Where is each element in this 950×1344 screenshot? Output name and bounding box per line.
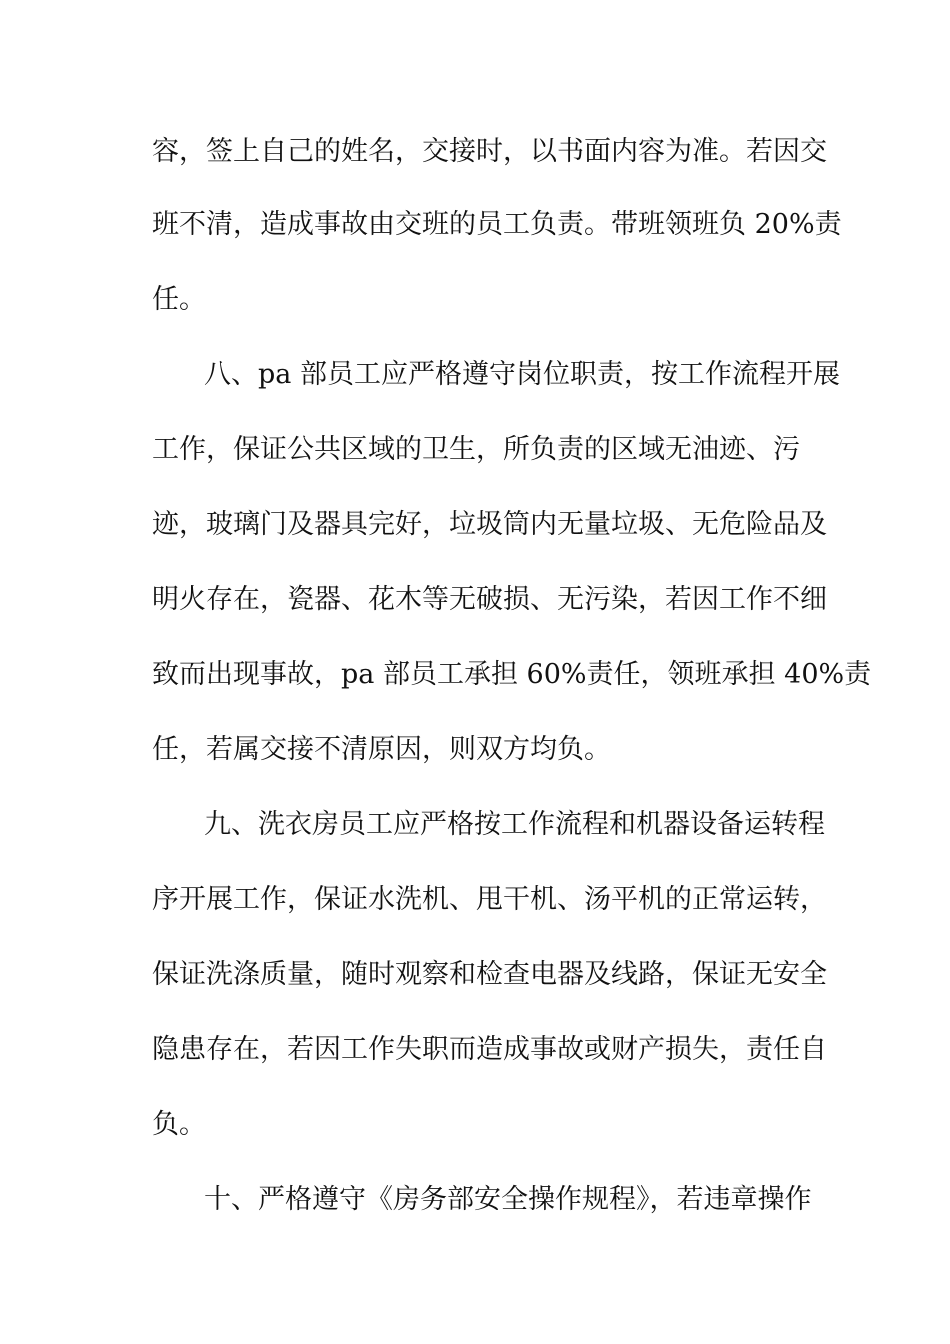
paragraph-start-line: 八、pa 部员工应严格遵守岗位职责，按工作流程开展 bbox=[204, 359, 840, 390]
paragraph-start-line: 十、严格遵守《房务部安全操作规程》，若违章操作 bbox=[204, 1184, 812, 1215]
text-line: 致而出现事故，pa 部员工承担 60%责任，领班承担 40%责 bbox=[152, 659, 872, 690]
paragraph-start-line: 九、洗衣房员工应严格按工作流程和机器设备运转程 bbox=[204, 809, 825, 840]
text-line: 保证洗涤质量，随时观察和检查电器及线路，保证无安全 bbox=[152, 959, 827, 990]
text-line: 隐患存在，若因工作失职而造成事故或财产损失，责任自 bbox=[152, 1034, 827, 1065]
text-line: 负。 bbox=[152, 1109, 206, 1140]
text-line: 工作，保证公共区域的卫生，所负责的区域无油迹、污 bbox=[152, 434, 800, 465]
text-line: 任，若属交接不清原因，则双方均负。 bbox=[152, 734, 611, 765]
text-line: 明火存在，瓷器、花木等无破损、无污染，若因工作不细 bbox=[152, 584, 827, 615]
text-line: 序开展工作，保证水洗机、甩干机、汤平机的正常运转， bbox=[152, 884, 827, 915]
text-line: 容，签上自己的姓名，交接时，以书面内容为准。若因交 bbox=[152, 136, 827, 167]
text-line: 迹，玻璃门及器具完好，垃圾筒内无量垃圾、无危险品及 bbox=[152, 509, 827, 540]
text-line: 任。 bbox=[152, 284, 206, 315]
text-line: 班不清，造成事故由交班的员工负责。带班领班负 20%责 bbox=[152, 209, 842, 240]
